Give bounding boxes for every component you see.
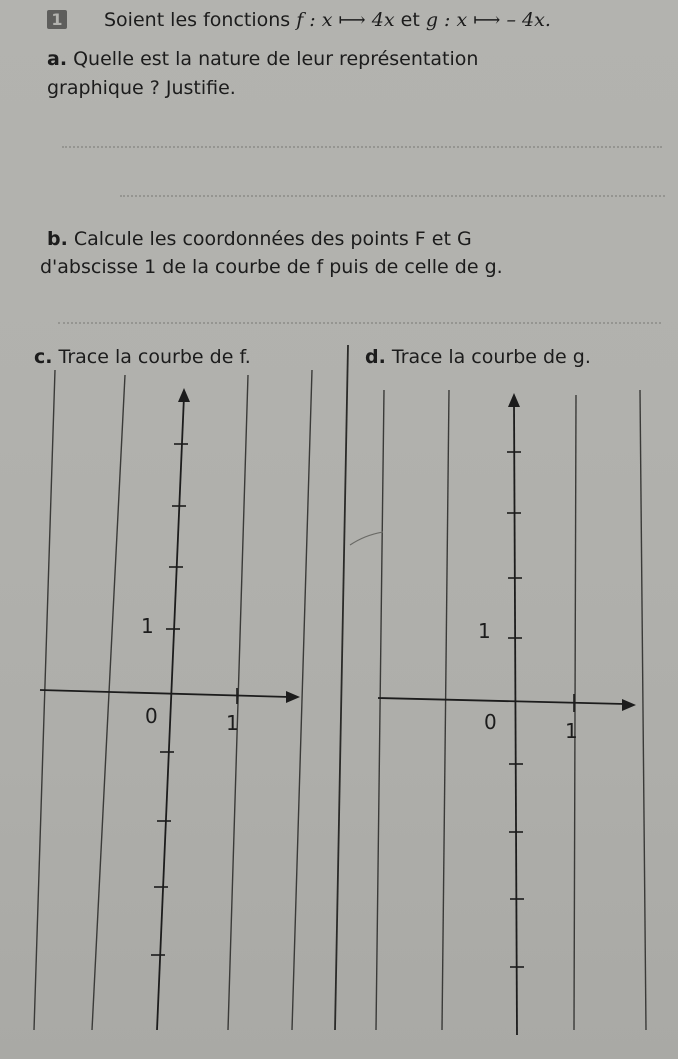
left-grid-line-2 [92,375,125,1030]
pencil-mark [350,532,383,545]
right-grid-line-4 [640,390,646,1030]
f-definition: f : x ⟼ 4x [296,9,395,31]
connector-text: et [400,9,420,31]
left-x-axis [40,690,290,697]
left-axes [40,388,300,1030]
right-grid-line-3 [574,395,576,1030]
question-a-line2: graphique ? Justifie. [47,77,236,99]
left-y-axis [157,396,184,1030]
question-c-letter: c. [34,346,53,368]
right-grid-lines [376,390,646,1030]
right-y-arrow-icon [508,393,520,407]
right-grid-line-1 [376,390,384,1030]
left-label-one-x: 1 [226,711,239,735]
right-label-one-y: 1 [478,619,491,643]
exercise-number: 1 [47,10,67,29]
question-d-text: Trace la courbe de g. [391,346,591,368]
question-b-text: Calcule les coordonnées des points F et G [73,228,472,250]
right-axes [378,393,636,1035]
g-definition: g : x ⟼ – 4x. [425,9,551,31]
question-a-letter: a. [47,48,68,70]
left-label-one-y: 1 [141,614,154,638]
question-b-letter: b. [47,228,68,250]
right-label-zero: 0 [484,710,497,734]
panel-separator [335,345,348,1030]
right-x-arrow-icon [622,699,636,711]
question-d-letter: d. [365,346,386,368]
question-b-line2: d'abscisse 1 de la courbe de f puis de celle de g. [40,256,503,278]
left-grid-line-1 [34,370,55,1030]
question-c-text: Trace la courbe de f. [58,346,251,368]
left-grid-line-4 [292,370,312,1030]
left-label-zero: 0 [145,704,158,728]
left-y-ticks [151,444,188,955]
right-x-axis [378,698,625,704]
right-y-axis [514,402,517,1035]
left-y-arrow-icon [178,388,190,402]
intro-text: Soient les fonctions [104,9,291,31]
left-x-arrow-icon [286,691,300,703]
left-grid-lines [34,370,312,1030]
question-a-text: Quelle est la nature de leur représentation [73,48,479,70]
left-grid-line-3 [228,375,248,1030]
right-label-one-x: 1 [565,719,578,743]
right-grid-line-2 [442,390,449,1030]
